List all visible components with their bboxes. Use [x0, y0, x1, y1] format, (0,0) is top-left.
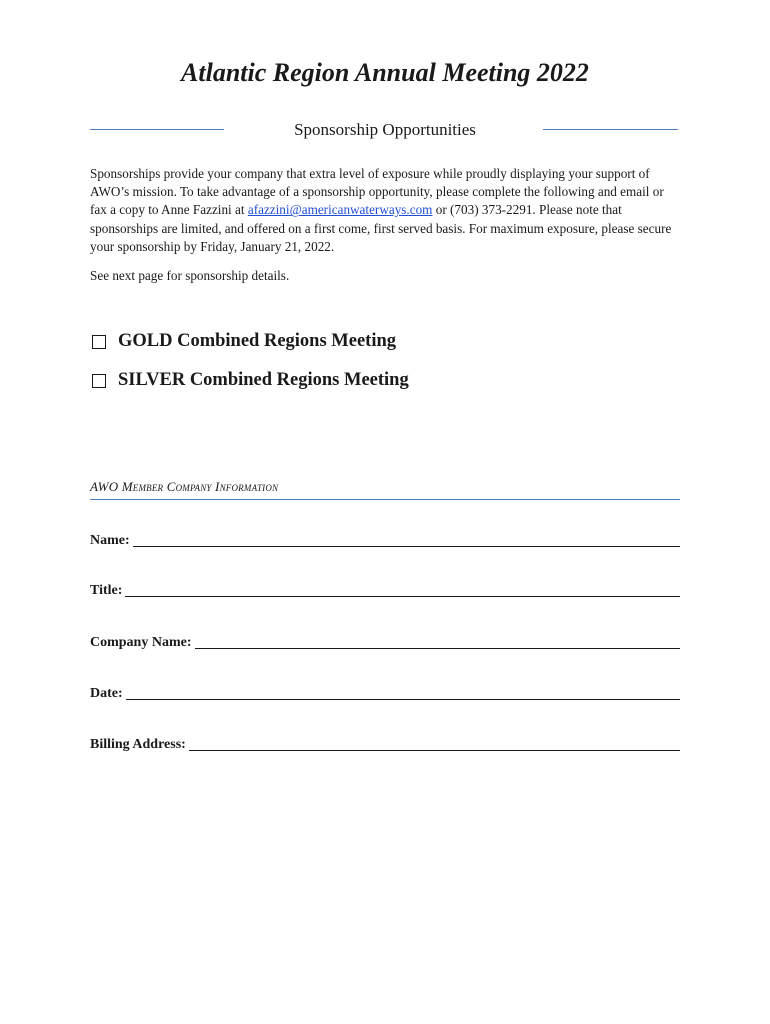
date-field — [90, 685, 680, 702]
section-rule — [90, 499, 680, 500]
date-input-line[interactable] — [126, 685, 680, 700]
billing-address-label: Billing Address: — [90, 737, 186, 752]
section-heading: AWO Member Company Information — [90, 479, 279, 494]
gold-checkbox[interactable] — [92, 335, 106, 349]
intro-text-before: Sponsorships provide your company that extra level of exposure while proudly displaying your support of AWO’s mission. To take advantage of a sponsorship opportunity, please complete the following and email or fax a copy to Anne Fazzini at — [90, 166, 664, 218]
title-field — [90, 582, 680, 599]
name-label: Name: — [90, 533, 130, 548]
title-input-line[interactable] — [125, 582, 680, 597]
date-label: Date: — [90, 686, 123, 701]
name-field — [90, 532, 680, 549]
page-subtitle: Sponsorship Opportunities — [294, 120, 476, 139]
title-label: Title: — [90, 583, 123, 598]
company-name-label: Company Name: — [90, 635, 192, 650]
billing-address-field — [90, 736, 680, 753]
intro-paragraph — [90, 165, 680, 256]
details-note: See next page for sponsorship details. — [90, 268, 290, 283]
intro-text-after: or (703) 373-2291. Please note that sponsorships are limited, and offered on a first come, first served basis. For maximum exposure, please secure your sponsorship by Friday, January 21, 2022. — [90, 202, 672, 254]
email-link[interactable]: afazzini@americanwaterways.com — [247, 202, 433, 218]
page-title: Atlantic Region Annual Meeting 2022 — [181, 58, 589, 87]
silver-checkbox[interactable] — [92, 374, 106, 388]
silver-option-label: SILVER Combined Regions Meeting — [118, 370, 409, 390]
gold-option — [92, 331, 396, 352]
gold-option-label: GOLD Combined Regions Meeting — [118, 331, 397, 351]
company-name-field — [90, 634, 680, 651]
name-input-line[interactable] — [133, 532, 680, 547]
subtitle-rule-right — [543, 129, 678, 130]
billing-address-input-line[interactable] — [189, 736, 680, 751]
company-name-input-line[interactable] — [195, 634, 681, 649]
silver-option — [92, 370, 409, 391]
